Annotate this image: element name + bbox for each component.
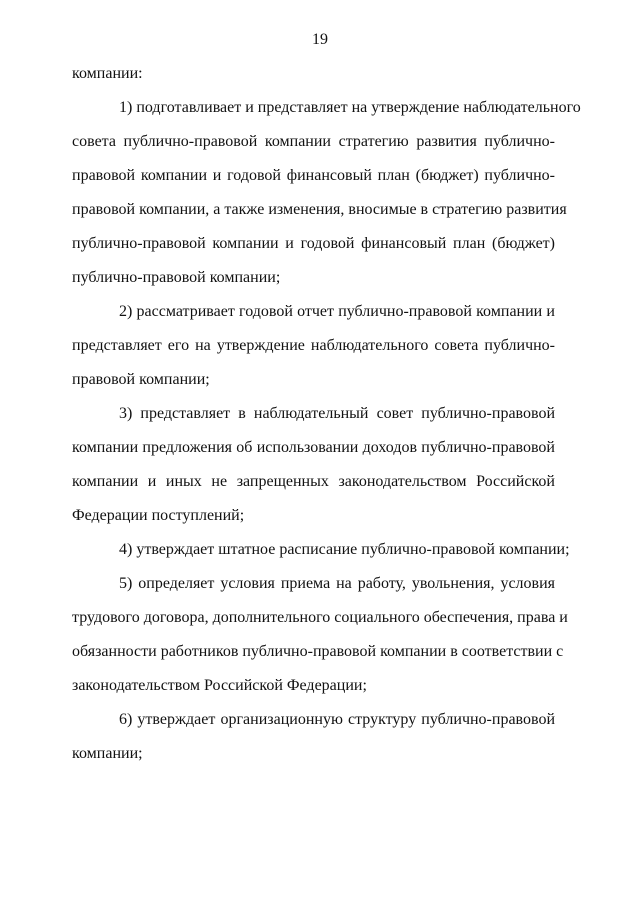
list-item-5-line: законодательством Российской Федерации; [72,677,367,694]
list-item-1-line: совета публично-правовой компании стратегию развития публично- [72,133,555,150]
list-item-1-line: публично-правовой компании и годовой финансовый план (бюджет) [72,235,555,252]
list-item-1-line: публично-правовой компании; [72,269,281,286]
list-item-3-line: Федерации поступлений; [72,507,245,524]
page-number: 19 [312,31,328,48]
list-item-2-line: правовой компании; [72,371,210,388]
text-line: компании: [72,65,143,82]
list-item-1-line: правовой компании и годовой финансовый план (бюджет) публично- [72,167,555,184]
list-item-6-line: 6) утверждает организационную структуру публично-правовой [119,711,555,728]
list-item-1-line: правовой компании, а также изменения, вносимые в стратегию развития [72,201,567,218]
list-item-3-line: 3) представляет в наблюдательный совет публично-правовой [119,405,555,422]
list-item-3-line: компании и иных не запрещенных законодательством Российской [72,473,555,490]
document-body [72,57,581,771]
list-item-6-line: компании; [72,745,143,762]
list-item-5-line: трудового договора, дополнительного социального обеспечения, права и [72,609,568,626]
list-item-4-line: 4) утверждает штатное расписание публично-правовой компании; [119,541,570,558]
list-item-5-line: обязанности работников публично-правовой компании в соответствии с [72,643,564,660]
list-item-1-line: 1) подготавливает и представляет на утверждение наблюдательного [119,99,581,116]
list-item-2-line: представляет его на утверждение наблюдательного совета публично- [72,337,555,354]
list-item-2-line: 2) рассматривает годовой отчет публично-правовой компании и [119,303,555,320]
list-item-3-line: компании предложения об использовании доходов публично-правовой [72,439,555,456]
list-item-5-line: 5) определяет условия приема на работу, увольнения, условия [119,575,555,592]
